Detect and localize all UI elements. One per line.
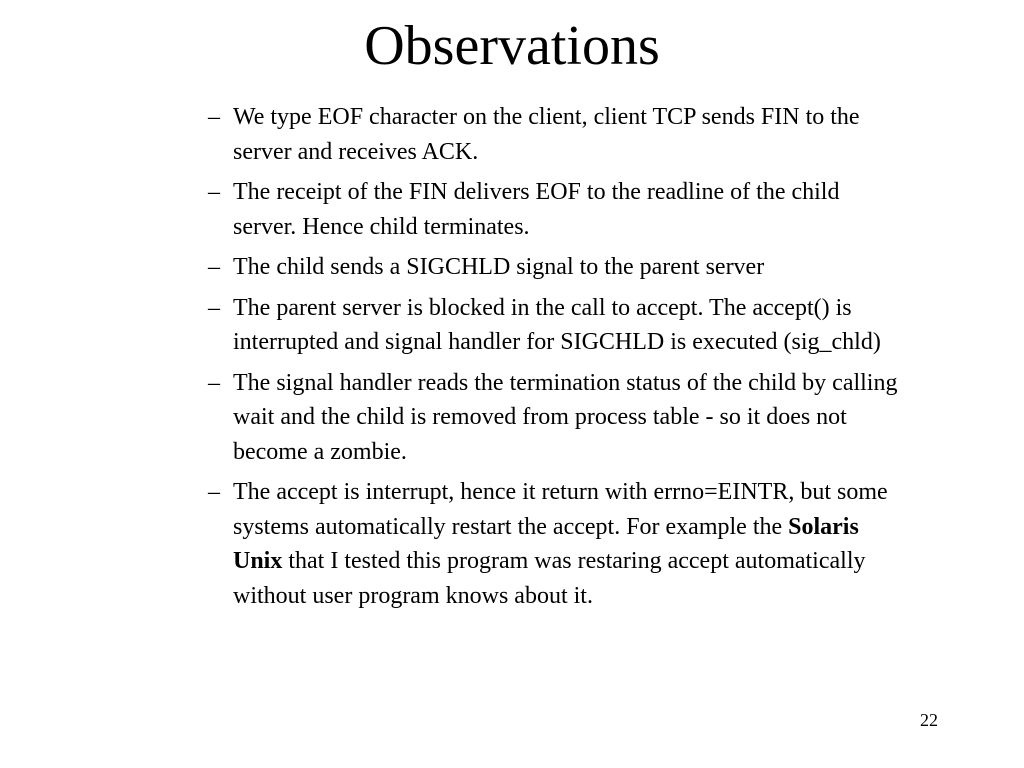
dash-marker: – (208, 294, 220, 321)
page-number: 22 (920, 710, 938, 730)
dash-marker: – (208, 369, 220, 396)
bullet-item (208, 175, 908, 244)
dash-marker: – (208, 254, 220, 280)
bullet-item (208, 100, 908, 169)
slide-title: Observations (364, 15, 660, 77)
dash-marker: – (208, 179, 220, 205)
bullet-item (208, 291, 908, 360)
bold-term: Solaris Unix (233, 513, 859, 574)
bullet-text-before: The accept is interrupt, hence it return with errno=EINTR, but some systems automatically restart the accept. For example the (233, 479, 888, 540)
bullet-item (208, 366, 908, 470)
bullet-list (208, 100, 908, 619)
bullet-text: The child sends a SIGCHLD signal to the parent server (233, 254, 765, 280)
bullet-text: The parent server is blocked in the call to accept. The accept() is interrupted and signal handler for SIGCHLD is executed (sig_chld) (233, 294, 881, 355)
bullet-text-after: that I tested this program was restaring accept automatically without user program knows about it. (233, 548, 866, 609)
bullet-text (233, 475, 908, 613)
dash-marker: – (208, 479, 220, 505)
bullet-text: The receipt of the FIN delivers EOF to the readline of the child server. Hence child terminates. (233, 179, 840, 240)
bullet-item (208, 250, 908, 285)
bullet-text: The signal handler reads the termination status of the child by calling wait and the child is removed from process table - so it does not become a zombie. (233, 369, 898, 465)
bullet-item (208, 475, 908, 613)
dash-marker: – (208, 104, 220, 130)
bullet-text: We type EOF character on the client, client TCP sends FIN to the server and receives ACK. (233, 104, 860, 165)
